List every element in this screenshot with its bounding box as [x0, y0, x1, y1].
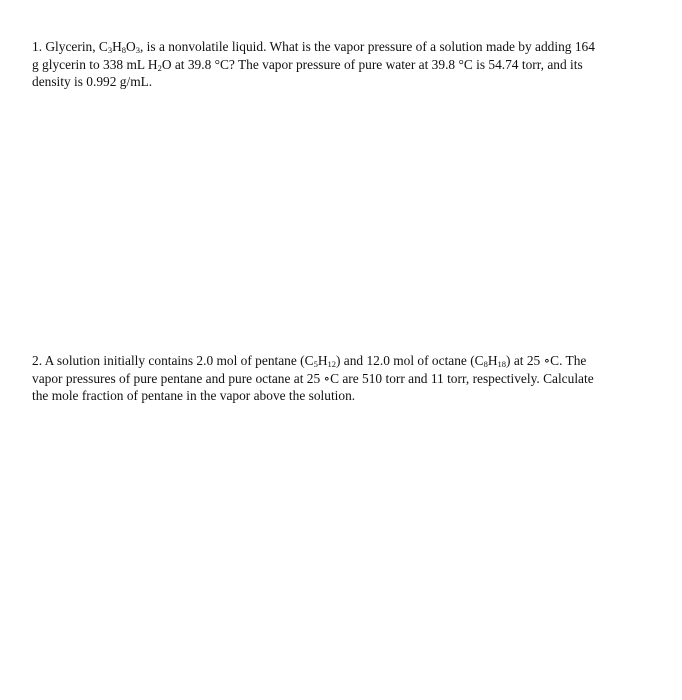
text-run: ) at 25 ∘C. The [506, 353, 587, 368]
question-text-line [32, 352, 644, 370]
text-run: H [317, 353, 328, 368]
text-run: the mole fraction of pentane in the vapor above the solution. [32, 388, 356, 403]
text-run: O at 39.8 °C? The vapor pressure of pure water at 39.8 °C is 54.74 torr, and its [161, 56, 583, 72]
text-run: , is a nonvolatile liquid. What is the vapor pressure of a solution made by adding 164 [139, 39, 595, 54]
text-run: 2. A solution initially contains 2.0 mol of pentane (C [32, 353, 314, 368]
subscript: 2 [157, 62, 162, 73]
subscript: 8 [121, 45, 127, 55]
question-text-line [32, 370, 644, 388]
text-run: g glycerin to 338 mL H [32, 56, 158, 72]
text-run: H [487, 353, 498, 368]
subscript: 5 [313, 359, 318, 369]
question-1 [32, 38, 644, 91]
text-run: ) and 12.0 mol of octane (C [335, 353, 484, 368]
question-text-line [32, 38, 644, 56]
question-text-line [32, 387, 644, 405]
question-2 [32, 352, 644, 405]
text-run: H [112, 39, 122, 54]
text-run: vapor pressures of pure pentane and pure octane at 25 ∘C are 510 torr and 11 torr, respectively. Calculate [32, 370, 594, 386]
subscript: 3 [135, 45, 140, 55]
text-run: O [126, 39, 136, 54]
subscript: 18 [497, 359, 507, 369]
question-text-line [32, 56, 644, 74]
subscript: 12 [327, 359, 336, 369]
text-run: density is 0.992 g/mL. [32, 74, 153, 89]
text-run: 1. Glycerin, C [32, 39, 108, 54]
question-text-line [32, 73, 644, 91]
subscript: 3 [107, 45, 113, 55]
subscript: 8 [483, 359, 488, 369]
